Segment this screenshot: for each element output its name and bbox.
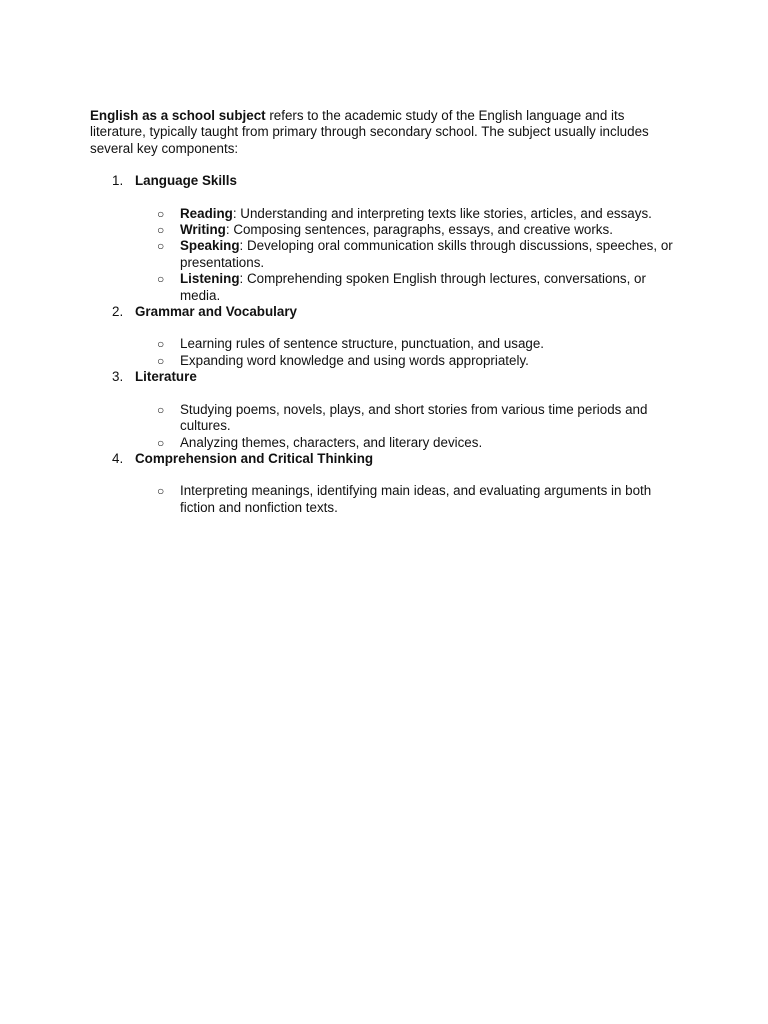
- bullet-icon: ○: [157, 402, 165, 417]
- item-text: : Composing sentences, paragraphs, essays, and creative works.: [225, 222, 613, 238]
- section-item: [90, 304, 672, 369]
- item-text: Analyzing themes, characters, and literary devices.: [180, 434, 483, 450]
- list-item: [157, 271, 680, 304]
- section-number: 1.: [112, 173, 124, 189]
- item-text: Interpreting meanings, identifying main ideas, and evaluating arguments in both fiction and nonfiction texts.: [180, 483, 652, 515]
- item-text: : Developing oral communication skills through discussions, speeches, or presentations.: [180, 238, 673, 270]
- bullet-icon: ○: [157, 353, 165, 368]
- list-item: [157, 205, 680, 222]
- section-title: Literature: [135, 369, 197, 385]
- section-item: [90, 369, 672, 451]
- section-sublist: [135, 483, 672, 516]
- sections-list: [90, 173, 672, 516]
- item-term: Listening: [180, 271, 240, 287]
- bullet-icon: ○: [157, 206, 165, 221]
- intro-bold: English as a school subject: [90, 108, 266, 123]
- item-text: Learning rules of sentence structure, punctuation, and usage.: [180, 336, 545, 352]
- section-sublist: [135, 336, 672, 369]
- section-number: 3.: [112, 369, 124, 385]
- section-sublist: [135, 402, 672, 451]
- section-title: Grammar and Vocabulary: [135, 304, 297, 320]
- item-term: Writing: [180, 222, 226, 238]
- list-item: [157, 336, 680, 352]
- item-text: Expanding word knowledge and using words appropriately.: [180, 352, 529, 368]
- list-item: [157, 483, 680, 516]
- section-number: 4.: [112, 450, 124, 466]
- intro-text: refers to the academic study of the English language and its literature, typically taught from primary through secondary school. The subject usually includes several key components:: [90, 108, 649, 156]
- bullet-icon: ○: [157, 239, 165, 254]
- item-term: Speaking: [180, 238, 240, 254]
- list-item: [157, 434, 680, 451]
- item-text: Studying poems, novels, plays, and short stories from various time periods and cultures.: [180, 401, 648, 434]
- list-item: [157, 352, 680, 369]
- intro-paragraph: [90, 108, 670, 157]
- list-item: [157, 401, 680, 435]
- item-text: : Comprehending spoken English through lectures, conversations, or media.: [180, 271, 646, 303]
- item-text: : Understanding and interpreting texts like stories, articles, and essays.: [232, 205, 652, 221]
- section-number: 2.: [112, 304, 124, 320]
- bullet-icon: ○: [157, 223, 165, 238]
- bullet-icon: ○: [157, 272, 165, 287]
- section-item: [90, 451, 672, 516]
- list-item: [157, 238, 680, 271]
- bullet-icon: ○: [157, 435, 165, 450]
- section-title: Language Skills: [135, 173, 237, 189]
- list-item: [157, 222, 680, 238]
- bullet-icon: ○: [157, 484, 165, 499]
- section-item: [90, 173, 672, 304]
- bullet-icon: ○: [157, 337, 165, 352]
- section-title: Comprehension and Critical Thinking: [135, 450, 374, 466]
- item-term: Reading: [180, 205, 233, 221]
- section-sublist: [135, 206, 672, 304]
